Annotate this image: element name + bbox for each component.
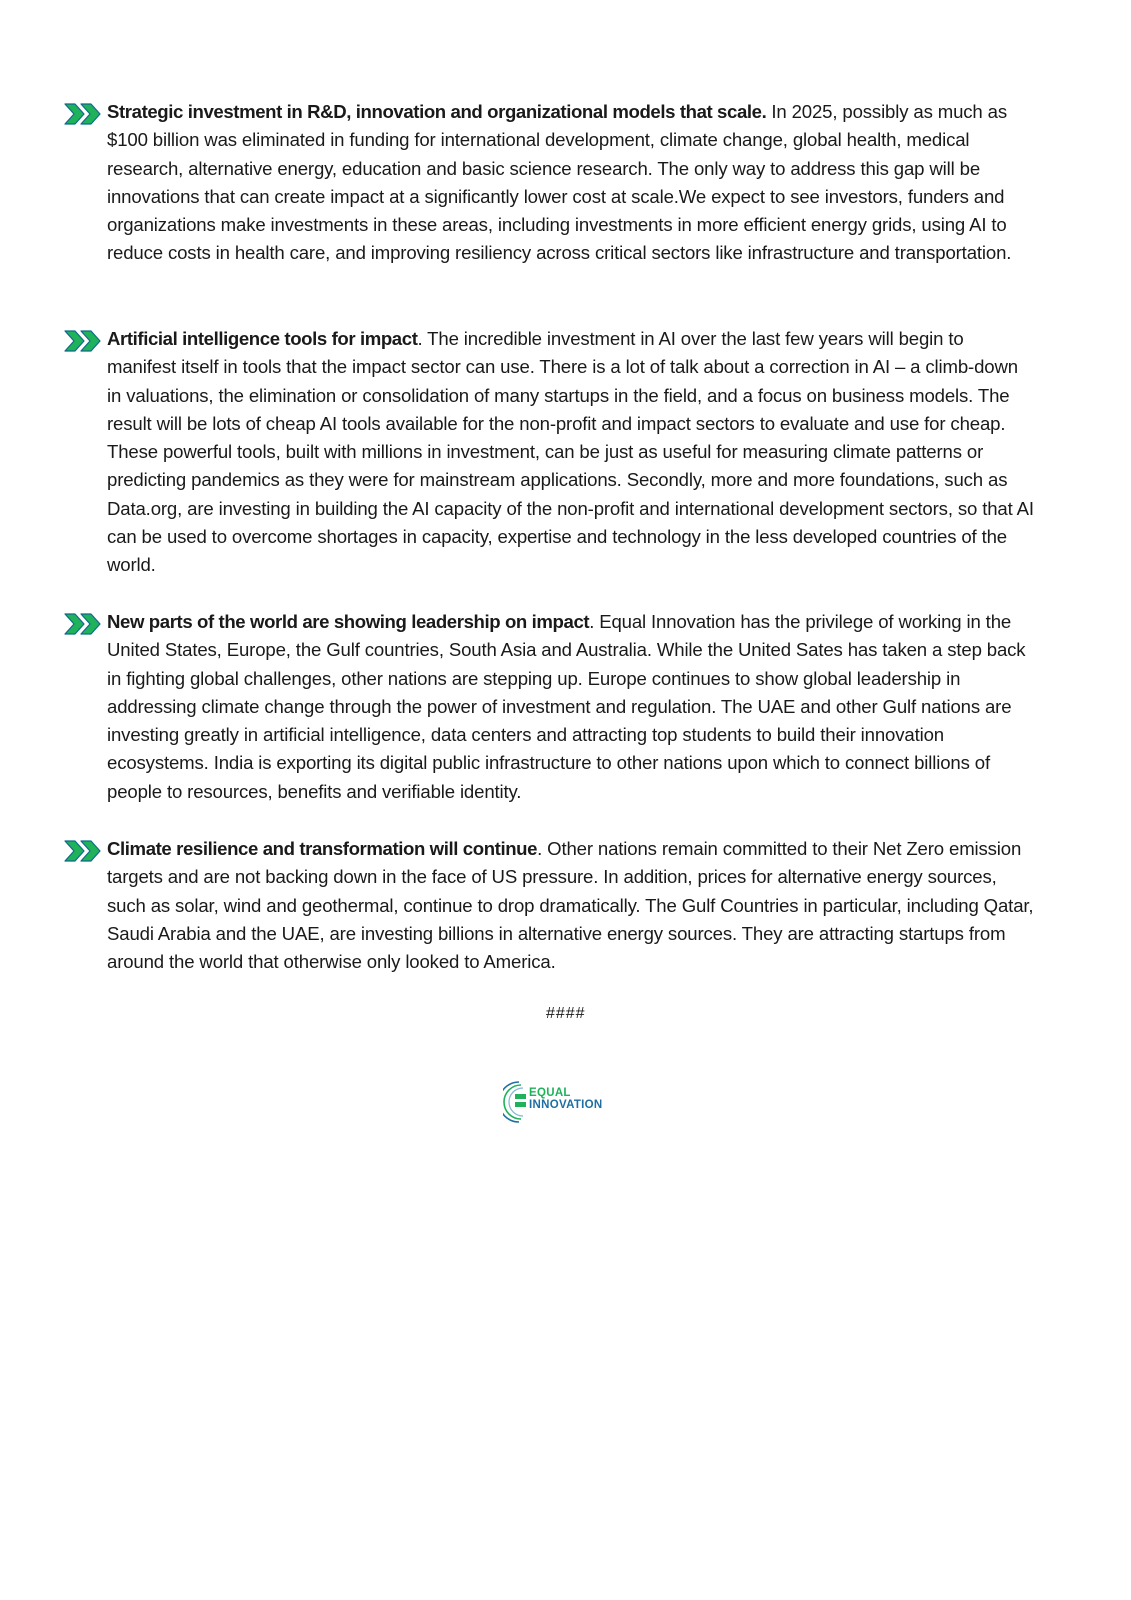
- double-chevron-right-icon: [62, 101, 106, 127]
- bullet-body: . Equal Innovation has the privilege of working in the United States, Europe, the Gulf countries, South Asia and Australia. While the United Sates has taken a step back in fighting global challenges, other nations are stepping up. Europe continues to show global leadership in addressing climate change through the power of investment and regulation. The UAE and other Gulf nations are investing greatly in artificial intelligence, data centers and attracting top students to build their innovation ecosystems. India is exporting its digital public infrastructure to other nations upon which to connect billions of people to resources, benefits and verifiable identity.: [107, 611, 1026, 802]
- double-chevron-right-icon: [62, 611, 106, 637]
- bullet-body: In 2025, possibly as much as $100 billion was eliminated in funding for international development, climate change, global health, medical research, alternative energy, education and basic science research. The only way to address this gap will be innovations that can create impact at a significantly lower cost at scale.We expect to see investors, funders and organizations make investments in these areas, including investments in more efficient energy grids, using AI to reduce costs in health care, and improving resiliency across critical sectors like infrastructure and transportation.: [107, 101, 1012, 264]
- bullet-paragraph: [107, 835, 1037, 976]
- bullet-paragraph: [107, 98, 1037, 268]
- double-chevron-right-icon: [62, 328, 106, 354]
- bullet-body: . Other nations remain committed to their Net Zero emission targets and are not backing down in the face of US pressure. In addition, prices for alternative energy sources, such as solar, wind and geothermal, continue to drop dramatically. The Gulf Countries in particular, including Qatar, Saudi Arabia and the UAE, are investing billions in alternative energy sources. They are attracting startups from around the world that otherwise only looked to America.: [107, 838, 1034, 973]
- bullet-body: . The incredible investment in AI over the last few years will begin to manifest itself in tools that the impact sector can use. There is a lot of talk about a correction in AI – a climb-down in valuations, the elimination or consolidation of many startups in the field, and a focus on business models. The result will be lots of cheap AI tools available for the non-profit and impact sectors to evaluate and use for cheap. These powerful tools, built with millions in investment, can be just as useful for measuring climate patterns or predicting pandemics as they were for mainstream applications. Secondly, more and more foundations, such as Data.org, are investing in building the AI capacity of the non-profit and international development sectors, so that AI can be used to overcome shortages in capacity, expertise and technology in the less developed countries of the world.: [107, 328, 1034, 576]
- bullet-paragraph: [107, 608, 1037, 806]
- bullet-paragraph: [107, 325, 1037, 580]
- double-chevron-right-icon: [62, 838, 106, 864]
- logo-text-innovation: INNOVATION: [529, 1099, 603, 1111]
- end-of-release-mark: ####: [545, 1005, 586, 1022]
- logo-text-equal: EQUAL: [529, 1087, 571, 1099]
- equal-innovation-logo: [503, 1080, 633, 1124]
- bullet-heading: Strategic investment in R&D, innovation and organizational models that scale.: [107, 101, 767, 122]
- logo-wordmark: [529, 1087, 603, 1111]
- bullet-heading: New parts of the world are showing leadership on impact: [107, 611, 590, 632]
- bullet-heading: Artificial intelligence tools for impact: [107, 328, 418, 349]
- bullet-heading: Climate resilience and transformation will continue: [107, 838, 538, 859]
